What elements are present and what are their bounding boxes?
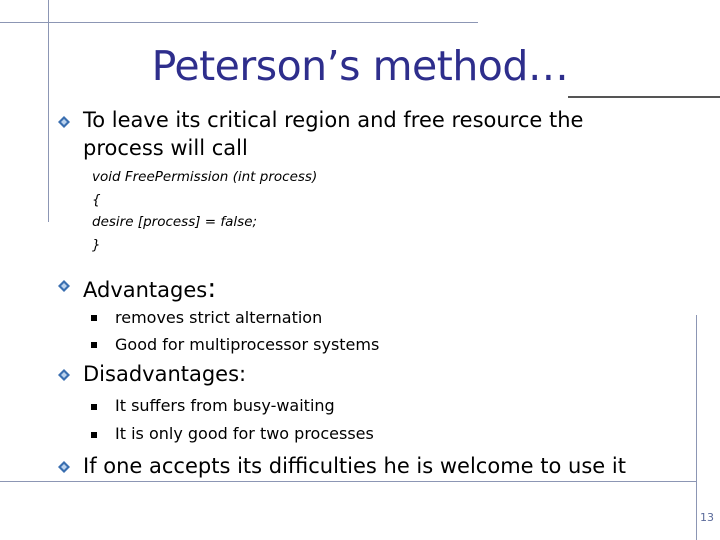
square-bullet-icon — [91, 404, 97, 410]
title-underline-rule — [568, 96, 720, 98]
code-line: } — [92, 237, 101, 253]
advantage-item: removes strict alternation — [115, 308, 323, 327]
advantage-item: Good for multiprocessor systems — [115, 335, 380, 354]
disadvantage-item: It suffers from busy-waiting — [115, 396, 335, 415]
diamond-bullet-icon — [57, 368, 71, 382]
bullet-leave-critical-region-line1: To leave its critical region and free resource the — [83, 108, 584, 132]
page-number: 13 — [700, 511, 714, 524]
advantages-label: Advantages — [83, 278, 208, 302]
left-vertical-rule — [48, 0, 49, 222]
diamond-bullet-icon — [57, 115, 71, 129]
slide-title: Peterson’s method… — [151, 42, 569, 90]
code-line: desire [process] = false; — [92, 214, 258, 230]
diamond-bullet-icon — [57, 460, 71, 474]
bottom-rule — [0, 481, 696, 482]
advantages-colon: : — [207, 273, 217, 304]
code-line: void FreePermission (int process) — [92, 169, 318, 185]
bullet-leave-critical-region-line2: process will call — [83, 136, 248, 160]
square-bullet-icon — [91, 432, 97, 438]
disadvantages-heading: Disadvantages: — [83, 362, 247, 386]
right-vertical-rule — [696, 315, 697, 540]
top-rule — [0, 22, 478, 23]
bullet-welcome-to-use: If one accepts its difficulties he is welcome to use it — [83, 454, 626, 478]
disadvantage-item: It is only good for two processes — [115, 424, 374, 443]
advantages-heading — [83, 273, 216, 304]
square-bullet-icon — [91, 315, 97, 321]
square-bullet-icon — [91, 342, 97, 348]
code-line: { — [92, 192, 101, 208]
diamond-bullet-icon — [57, 279, 71, 293]
